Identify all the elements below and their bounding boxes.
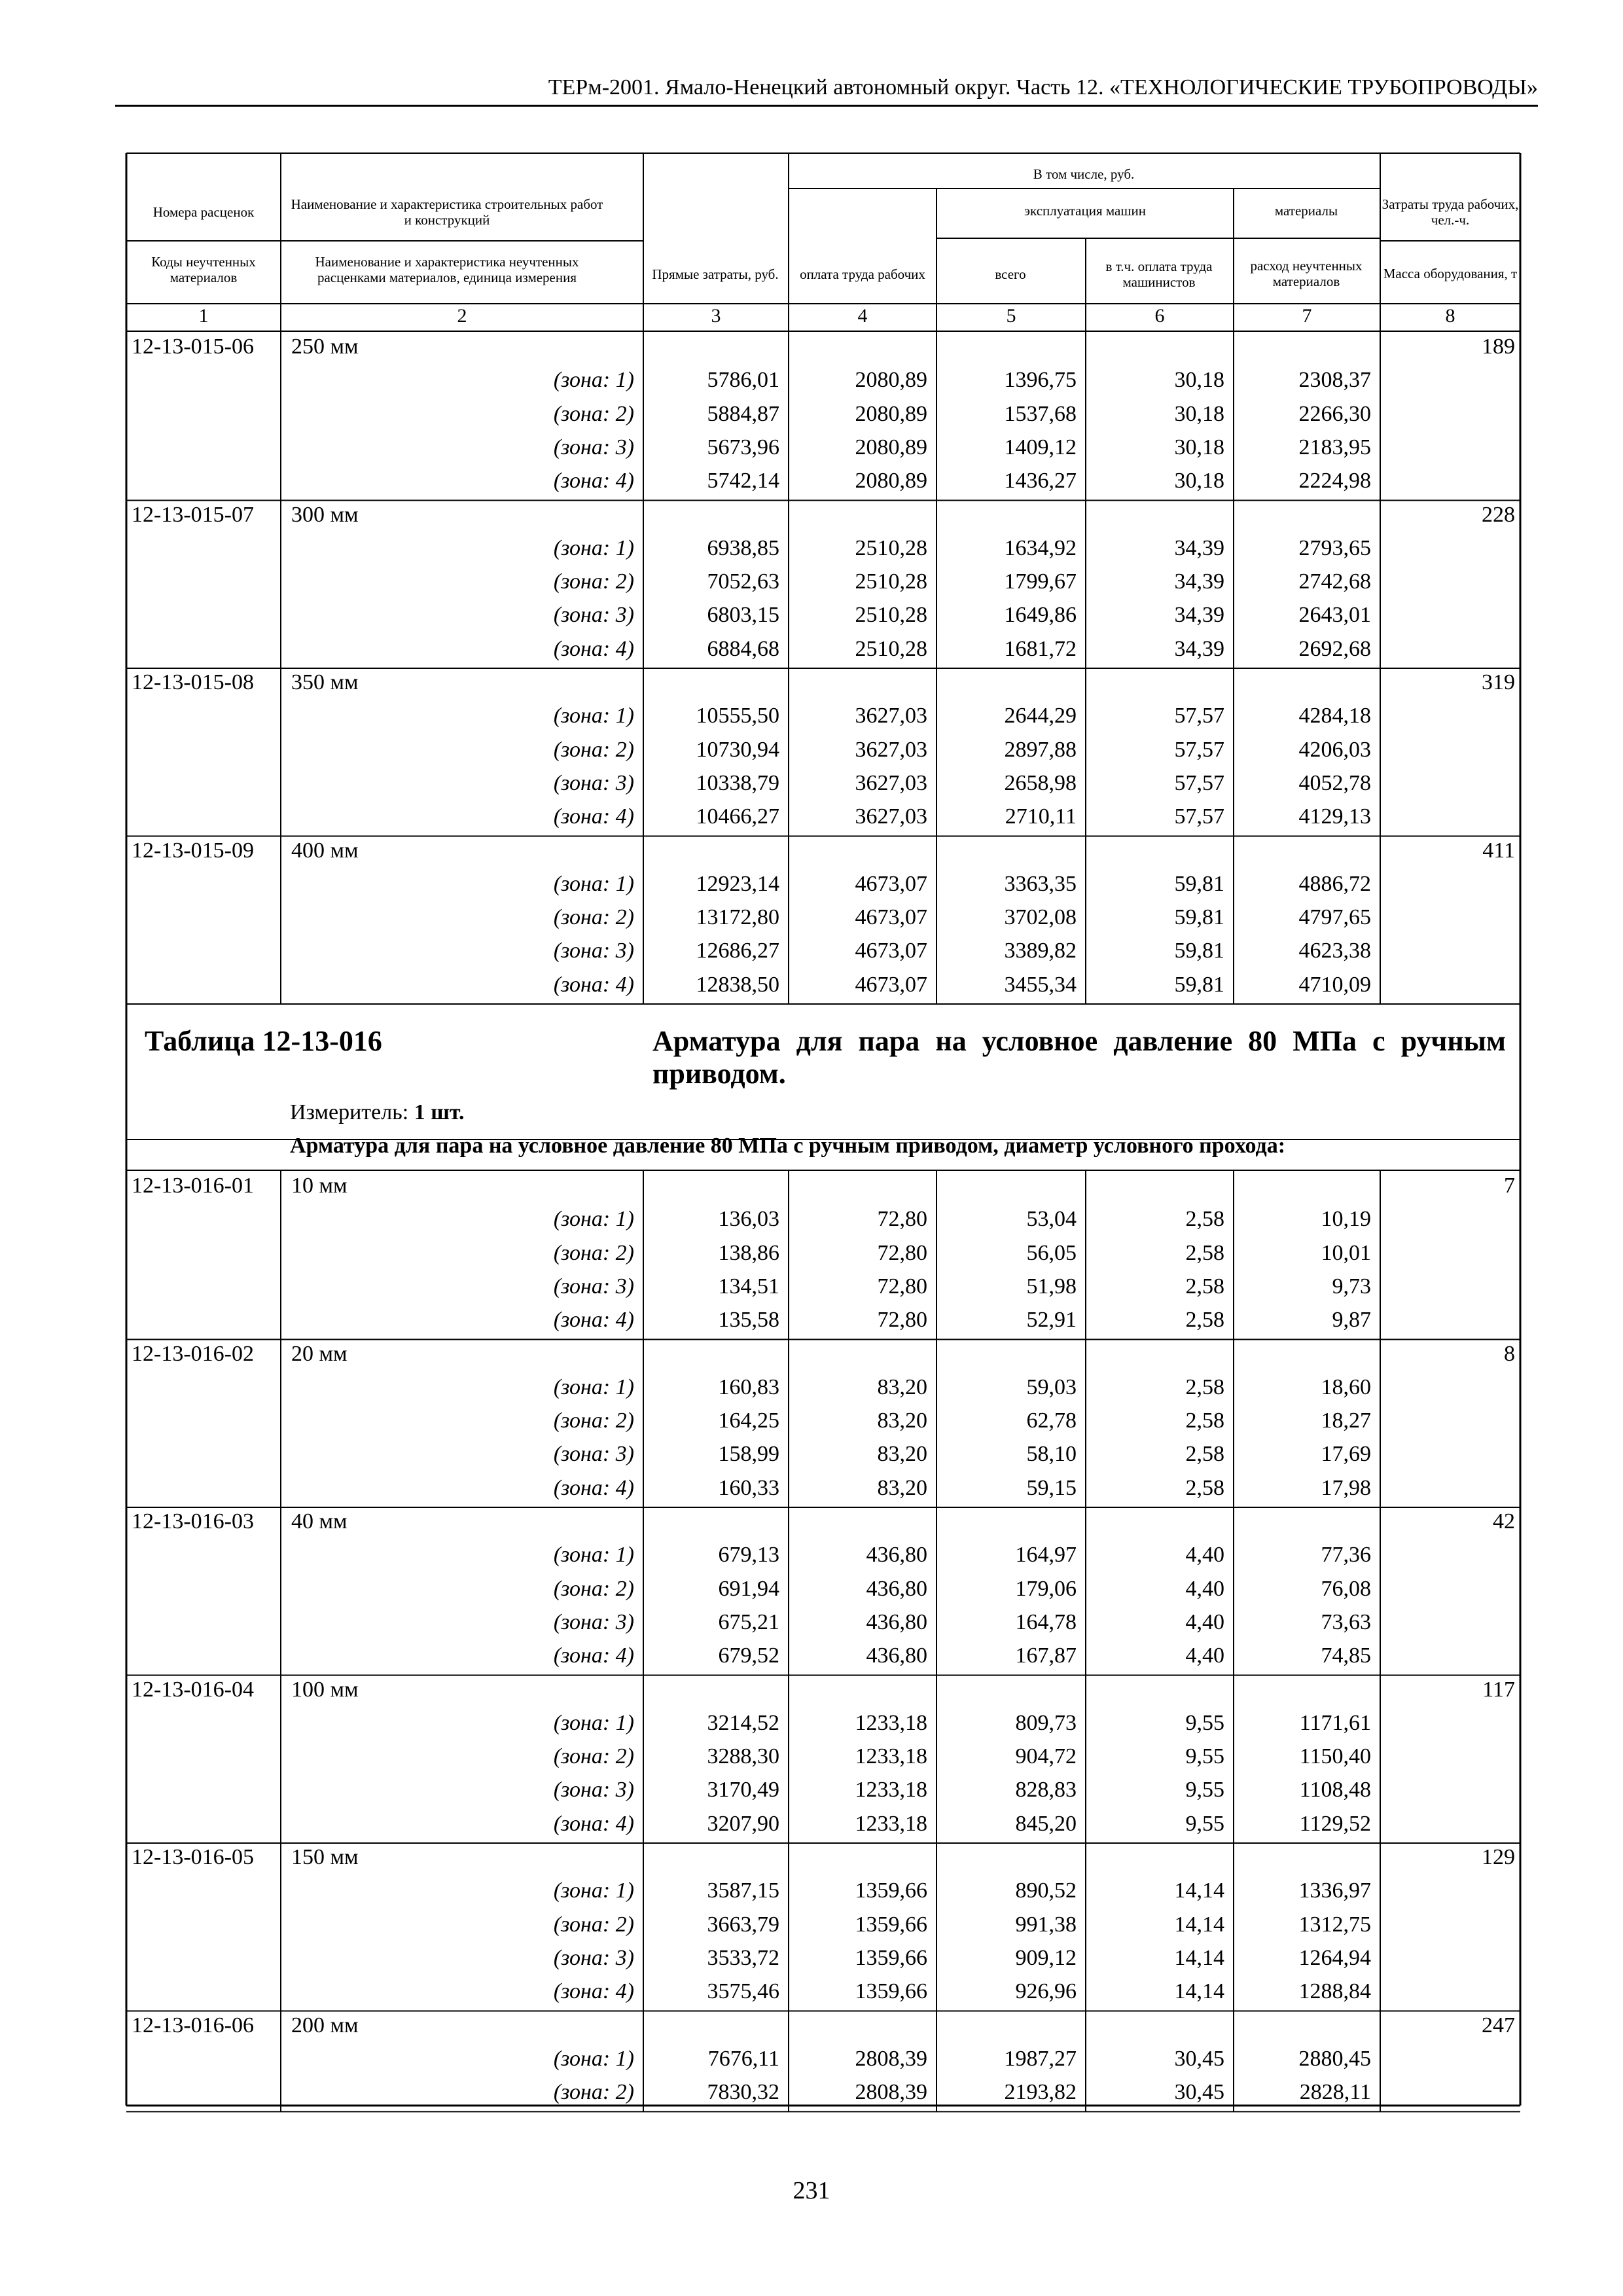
materials-cost: 2880,45 [1298,2046,1371,2071]
materials-cost: 18,27 [1321,1408,1371,1433]
worker-pay: 83,20 [877,1408,927,1433]
zone-label: (зона: 2) [553,1408,634,1433]
machinist-pay: 30,18 [1174,435,1224,459]
rate-code: 12-13-015-07 [132,502,254,527]
direct-cost: 12686,27 [696,939,779,963]
materials-cost: 1171,61 [1299,1710,1371,1735]
zone-label: (зона: 2) [553,401,634,426]
materials-cost: 1288,84 [1298,1979,1371,2004]
zone-label: (зона: 4) [553,972,634,997]
direct-cost: 12923,14 [696,871,779,896]
machinist-pay: 2,58 [1185,1408,1224,1433]
materials-cost: 2224,98 [1298,469,1371,493]
direct-cost: 3575,46 [707,1979,779,2004]
col1-bottom-header: Коды неучтенных материалов [151,254,256,285]
labor-cost: 189 [1482,334,1515,359]
worker-pay: 72,80 [877,1308,927,1333]
rate-name: 10 мм [291,1174,348,1198]
machines-total: 167,87 [1015,1643,1077,1668]
direct-cost: 679,52 [718,1643,779,1668]
machines-total: 52,91 [1026,1308,1077,1333]
machinist-pay: 59,81 [1174,972,1224,997]
direct-cost: 12838,50 [696,972,779,997]
machinist-pay: 30,18 [1174,401,1224,426]
rate-name: 200 мм [291,2013,359,2037]
materials-cost: 18,60 [1321,1374,1371,1399]
machines-total: 2897,88 [1004,737,1077,762]
zone-label: (зона: 2) [553,1744,634,1769]
machinist-pay: 14,14 [1174,1945,1224,1970]
direct-cost: 158,99 [718,1442,779,1467]
zone-label: (зона: 4) [553,804,634,829]
materials-cost: 17,98 [1321,1475,1371,1500]
col-number: 8 [1445,305,1455,327]
machines-total: 991,38 [1015,1912,1077,1937]
materials-cost: 74,85 [1321,1643,1371,1668]
zone-label: (зона: 2) [553,569,634,594]
worker-pay: 83,20 [877,1475,927,1500]
rate-code: 12-13-016-06 [132,2013,254,2037]
table-description: Арматура для пара на условное давление 80 МПа с ручным приводом. [652,1025,1506,1090]
zone-label: (зона: 3) [553,1778,634,1803]
machines-total: 3389,82 [1004,939,1077,963]
worker-pay: 83,20 [877,1374,927,1399]
materials-cost: 10,19 [1321,1207,1371,1232]
direct-cost: 7830,32 [707,2080,779,2105]
direct-cost: 3288,30 [707,1744,779,1769]
zone-label: (зона: 4) [553,1979,634,2004]
direct-cost: 7052,63 [707,569,779,594]
machines-total: 3363,35 [1004,871,1077,896]
rate-name: 250 мм [291,334,359,359]
worker-pay: 4673,07 [855,871,927,896]
col1-top-header: Номера расценок [152,204,255,220]
direct-cost: 10555,50 [696,704,779,728]
machines-total: 179,06 [1015,1576,1077,1601]
materials-cost: 4623,38 [1298,939,1371,963]
labor-cost: 117 [1482,1677,1515,1702]
running-header [115,71,1538,107]
direct-cost: 160,33 [718,1475,779,1500]
zone-label: (зона: 3) [553,1274,634,1299]
col-number: 3 [711,305,721,327]
machinist-pay: 34,39 [1174,535,1224,560]
measurer [290,1100,465,1126]
zone-label: (зона: 2) [553,2080,634,2105]
machinist-pay: 34,39 [1174,636,1224,661]
zone-label: (зона: 3) [553,435,634,459]
col2-bottom-header: Наименование и характеристика неучтенных расценками материалов, единица измерения [315,254,579,285]
materials-cost: 1108,48 [1299,1778,1371,1803]
direct-cost: 5673,96 [707,435,779,459]
machinist-pay: 9,55 [1185,1710,1224,1735]
machinist-pay: 2,58 [1185,1442,1224,1467]
zone-label: (зона: 3) [553,1945,634,1970]
worker-pay: 1359,66 [855,1979,927,2004]
machinist-pay: 59,81 [1174,905,1224,930]
machines-total: 926,96 [1015,1979,1077,2004]
labor-cost: 8 [1504,1341,1515,1366]
machinist-pay: 14,14 [1174,1912,1224,1937]
direct-cost: 134,51 [718,1274,779,1299]
worker-pay: 83,20 [877,1442,927,1467]
machines-total: 1987,27 [1004,2046,1077,2071]
materials-cost: 1336,97 [1298,1878,1371,1903]
machines-total: 3702,08 [1004,905,1077,930]
direct-cost: 10338,79 [696,770,779,795]
machines-total: 909,12 [1015,1945,1077,1970]
labor-cost: 129 [1482,1845,1515,1869]
zone-label: (зона: 2) [553,905,634,930]
machines-total: 59,03 [1026,1374,1077,1399]
table-subheading: Арматура для пара на условное давление 80 МПа с ручным приводом, диаметр условного прохода: [290,1134,1286,1158]
worker-pay: 2080,89 [855,469,927,493]
zone-label: (зона: 1) [553,1207,634,1232]
zone-label: (зона: 3) [553,1442,634,1467]
zone-label: (зона: 1) [553,704,634,728]
labor-cost: 247 [1482,2013,1515,2037]
zone-label: (зона: 3) [553,1609,634,1634]
col8-bottom-header: Масса оборудования, т [1383,266,1518,281]
zone-label: (зона: 2) [553,1912,634,1937]
machines-total: 904,72 [1015,1744,1077,1769]
direct-cost: 679,13 [718,1543,779,1568]
direct-cost: 136,03 [718,1207,779,1232]
col-number: 1 [198,305,209,327]
materials-cost: 1150,40 [1299,1744,1371,1769]
machinist-pay: 14,14 [1174,1979,1224,2004]
worker-pay: 1233,18 [855,1710,927,1735]
col-number: 7 [1302,305,1312,327]
zone-label: (зона: 4) [553,1475,634,1500]
machinist-pay: 2,58 [1185,1274,1224,1299]
machinist-pay: 30,18 [1174,368,1224,393]
zone-label: (зона: 4) [553,469,634,493]
labor-cost: 411 [1482,838,1515,863]
machines-total: 2658,98 [1004,770,1077,795]
worker-pay: 4673,07 [855,905,927,930]
machinist-pay: 4,40 [1185,1609,1224,1634]
machines-total: 2193,82 [1004,2080,1077,2105]
running-title: ТЕРм-2001. Ямало-Ненецкий автономный округ. Часть 12. «ТЕХНОЛОГИЧЕСКИЕ ТРУБОПРОВОДЫ» [548,75,1538,99]
machines-total: 2644,29 [1004,704,1077,728]
worker-pay: 72,80 [877,1274,927,1299]
machines-total: 1649,86 [1004,603,1077,628]
materials-cost: 73,63 [1321,1609,1371,1634]
zone-label: (зона: 1) [553,1710,634,1735]
machinist-pay: 59,81 [1174,871,1224,896]
materials-cost: 2266,30 [1298,401,1371,426]
col-number: 6 [1154,305,1165,327]
machinist-pay: 2,58 [1185,1475,1224,1500]
machinist-pay: 2,58 [1185,1240,1224,1265]
worker-pay: 2510,28 [855,636,927,661]
direct-cost: 13172,80 [696,905,779,930]
zone-label: (зона: 4) [553,1643,634,1668]
rate-code: 12-13-016-04 [132,1677,254,1702]
machines-total: 845,20 [1015,1811,1077,1836]
zone-label: (зона: 1) [553,1374,634,1399]
worker-pay: 3627,03 [855,804,927,829]
direct-cost: 6803,15 [707,603,779,628]
col-number: 5 [1006,305,1016,327]
col6-header: в т.ч. оплата труда машинистов [1105,259,1213,290]
direct-cost: 5884,87 [707,401,779,426]
machines-total: 62,78 [1026,1408,1077,1433]
worker-pay: 1359,66 [855,1878,927,1903]
materials-cost: 77,36 [1321,1543,1371,1568]
col7-header: расход неучтенных материалов [1250,258,1363,289]
rate-name: 350 мм [291,670,359,694]
zone-label: (зона: 3) [553,603,634,628]
direct-cost: 691,94 [718,1576,779,1601]
zone-label: (зона: 3) [553,770,634,795]
machines-total: 53,04 [1026,1207,1077,1232]
direct-cost: 675,21 [718,1609,779,1634]
materials-cost: 1264,94 [1298,1945,1371,1970]
zone-label: (зона: 2) [553,737,634,762]
machinist-pay: 2,58 [1185,1308,1224,1333]
zone-label: (зона: 4) [553,1308,634,1333]
direct-cost: 164,25 [718,1408,779,1433]
materials-cost: 4052,78 [1298,770,1371,795]
worker-pay: 72,80 [877,1207,927,1232]
worker-pay: 2510,28 [855,603,927,628]
zone-label: (зона: 1) [553,1878,634,1903]
worker-pay: 3627,03 [855,737,927,762]
machines-group-header: эксплуатация машин [1024,203,1146,219]
materials-cost: 4797,65 [1298,905,1371,930]
materials-cost: 2308,37 [1298,368,1371,393]
rate-name: 300 мм [291,502,359,527]
worker-pay: 2080,89 [855,401,927,426]
col5-header: всего [995,266,1026,282]
direct-cost: 5786,01 [707,368,779,393]
rate-code: 12-13-016-05 [132,1845,254,1869]
worker-pay: 2510,28 [855,535,927,560]
zone-label: (зона: 1) [553,535,634,560]
machines-total: 890,52 [1015,1878,1077,1903]
rate-name: 100 мм [291,1677,359,1702]
materials-cost: 2183,95 [1298,435,1371,459]
col8-top-header: Затраты труда рабочих, чел.-ч. [1382,196,1519,228]
machines-total: 1537,68 [1004,401,1077,426]
incl-group-header: В том числе, руб. [1033,166,1135,182]
rate-name: 40 мм [291,1509,348,1534]
worker-pay: 2808,39 [855,2080,927,2105]
table-title: Таблица 12-13-016 [145,1025,382,1057]
machines-total: 1396,75 [1004,368,1077,393]
materials-cost: 2793,65 [1298,535,1371,560]
worker-pay: 4673,07 [855,939,927,963]
rate-code: 12-13-015-09 [132,838,254,863]
machines-total: 828,83 [1015,1778,1077,1803]
zone-label: (зона: 1) [553,368,634,393]
machines-total: 1634,92 [1004,535,1077,560]
machinist-pay: 9,55 [1185,1744,1224,1769]
machines-total: 1409,12 [1004,435,1077,459]
machines-total: 51,98 [1026,1274,1077,1299]
zone-label: (зона: 4) [553,1811,634,1836]
labor-cost: 7 [1504,1174,1515,1198]
direct-cost: 3214,52 [707,1710,779,1735]
labor-cost: 42 [1493,1509,1515,1534]
direct-cost: 3533,72 [707,1945,779,1970]
col4-header: оплата труда рабочих [800,266,925,282]
zone-label: (зона: 2) [553,1576,634,1601]
rates-table [126,153,1520,2117]
col-number: 2 [457,305,467,327]
rate-code: 12-13-016-02 [132,1341,254,1366]
rate-code: 12-13-015-06 [132,334,254,359]
machinist-pay: 2,58 [1185,1374,1224,1399]
rate-code: 12-13-016-03 [132,1509,254,1534]
labor-cost: 319 [1482,670,1515,694]
worker-pay: 2080,89 [855,368,927,393]
machines-total: 3455,34 [1004,972,1077,997]
zone-label: (зона: 2) [553,1240,634,1265]
zone-label: (зона: 4) [553,636,634,661]
machinist-pay: 57,57 [1174,804,1224,829]
direct-cost: 3170,49 [707,1778,779,1803]
materials-cost: 76,08 [1321,1576,1371,1601]
machinist-pay: 2,58 [1185,1207,1224,1232]
worker-pay: 3627,03 [855,770,927,795]
worker-pay: 4673,07 [855,972,927,997]
machinist-pay: 9,55 [1185,1811,1224,1836]
machinist-pay: 4,40 [1185,1576,1224,1601]
machines-total: 56,05 [1026,1240,1077,1265]
materials-cost: 9,87 [1332,1308,1371,1333]
zone-label: (зона: 1) [553,871,634,896]
materials-cost: 9,73 [1332,1274,1371,1299]
machinist-pay: 34,39 [1174,569,1224,594]
worker-pay: 1359,66 [855,1945,927,1970]
rate-name: 20 мм [291,1341,348,1366]
machinist-pay: 14,14 [1174,1878,1224,1903]
materials-cost: 2742,68 [1298,569,1371,594]
materials-cost: 17,69 [1321,1442,1371,1467]
machinist-pay: 57,57 [1174,704,1224,728]
worker-pay: 436,80 [866,1643,927,1668]
materials-cost: 1129,52 [1299,1811,1371,1836]
rate-code: 12-13-016-01 [132,1174,254,1198]
rate-name: 150 мм [291,1845,359,1869]
machines-total: 164,78 [1015,1609,1077,1634]
worker-pay: 436,80 [866,1576,927,1601]
materials-cost: 4284,18 [1298,704,1371,728]
worker-pay: 72,80 [877,1240,927,1265]
machines-total: 1799,67 [1004,569,1077,594]
materials-cost: 2643,01 [1298,603,1371,628]
machinist-pay: 30,45 [1174,2046,1224,2071]
measurer-value: 1 шт. [414,1100,465,1124]
machinist-pay: 4,40 [1185,1543,1224,1568]
materials-cost: 2692,68 [1298,636,1371,661]
direct-cost: 10730,94 [696,737,779,762]
worker-pay: 436,80 [866,1543,927,1568]
materials-cost: 4206,03 [1298,737,1371,762]
machinist-pay: 59,81 [1174,939,1224,963]
materials-cost: 10,01 [1321,1240,1371,1265]
machines-total: 1436,27 [1004,469,1077,493]
direct-cost: 3207,90 [707,1811,779,1836]
direct-cost: 10466,27 [696,804,779,829]
materials-cost: 1312,75 [1298,1912,1371,1937]
col2-top-header: Наименование и характеристика строительных работ и конструкций [291,196,603,228]
direct-cost: 6884,68 [707,636,779,661]
materials-cost: 4710,09 [1298,972,1371,997]
worker-pay: 1359,66 [855,1912,927,1937]
materials-header: материалы [1274,203,1338,219]
machines-total: 58,10 [1026,1442,1077,1467]
machinist-pay: 34,39 [1174,603,1224,628]
direct-cost: 7676,11 [707,2046,779,2071]
machinist-pay: 30,18 [1174,469,1224,493]
worker-pay: 3627,03 [855,704,927,728]
machines-total: 59,15 [1026,1475,1077,1500]
machines-total: 1681,72 [1004,636,1077,661]
worker-pay: 2808,39 [855,2046,927,2071]
machinist-pay: 57,57 [1174,770,1224,795]
col3-header: Прямые затраты, руб. [652,266,779,282]
machines-total: 164,97 [1015,1543,1077,1568]
worker-pay: 2510,28 [855,569,927,594]
zone-label: (зона: 1) [553,2046,634,2071]
worker-pay: 1233,18 [855,1811,927,1836]
direct-cost: 135,58 [718,1308,779,1333]
rate-name: 400 мм [291,838,359,863]
labor-cost: 228 [1482,502,1515,527]
materials-cost: 2828,11 [1299,2080,1371,2105]
machinist-pay: 9,55 [1185,1778,1224,1803]
worker-pay: 1233,18 [855,1778,927,1803]
zone-label: (зона: 3) [553,939,634,963]
worker-pay: 436,80 [866,1609,927,1634]
worker-pay: 2080,89 [855,435,927,459]
direct-cost: 3663,79 [707,1912,779,1937]
col-number: 4 [857,305,868,327]
rate-code: 12-13-015-08 [132,670,254,694]
worker-pay: 1233,18 [855,1744,927,1769]
machinist-pay: 4,40 [1185,1643,1224,1668]
direct-cost: 160,83 [718,1374,779,1399]
measurer-label: Измеритель: [290,1100,409,1124]
materials-cost: 4129,13 [1298,804,1371,829]
zone-label: (зона: 1) [553,1543,634,1568]
page-number: 231 [793,2177,830,2204]
direct-cost: 3587,15 [707,1878,779,1903]
machinist-pay: 30,45 [1174,2080,1224,2105]
materials-cost: 4886,72 [1298,871,1371,896]
machines-total: 809,73 [1015,1710,1077,1735]
machines-total: 2710,11 [1005,804,1077,829]
direct-cost: 5742,14 [707,469,779,493]
direct-cost: 6938,85 [707,535,779,560]
machinist-pay: 57,57 [1174,737,1224,762]
direct-cost: 138,86 [718,1240,779,1265]
